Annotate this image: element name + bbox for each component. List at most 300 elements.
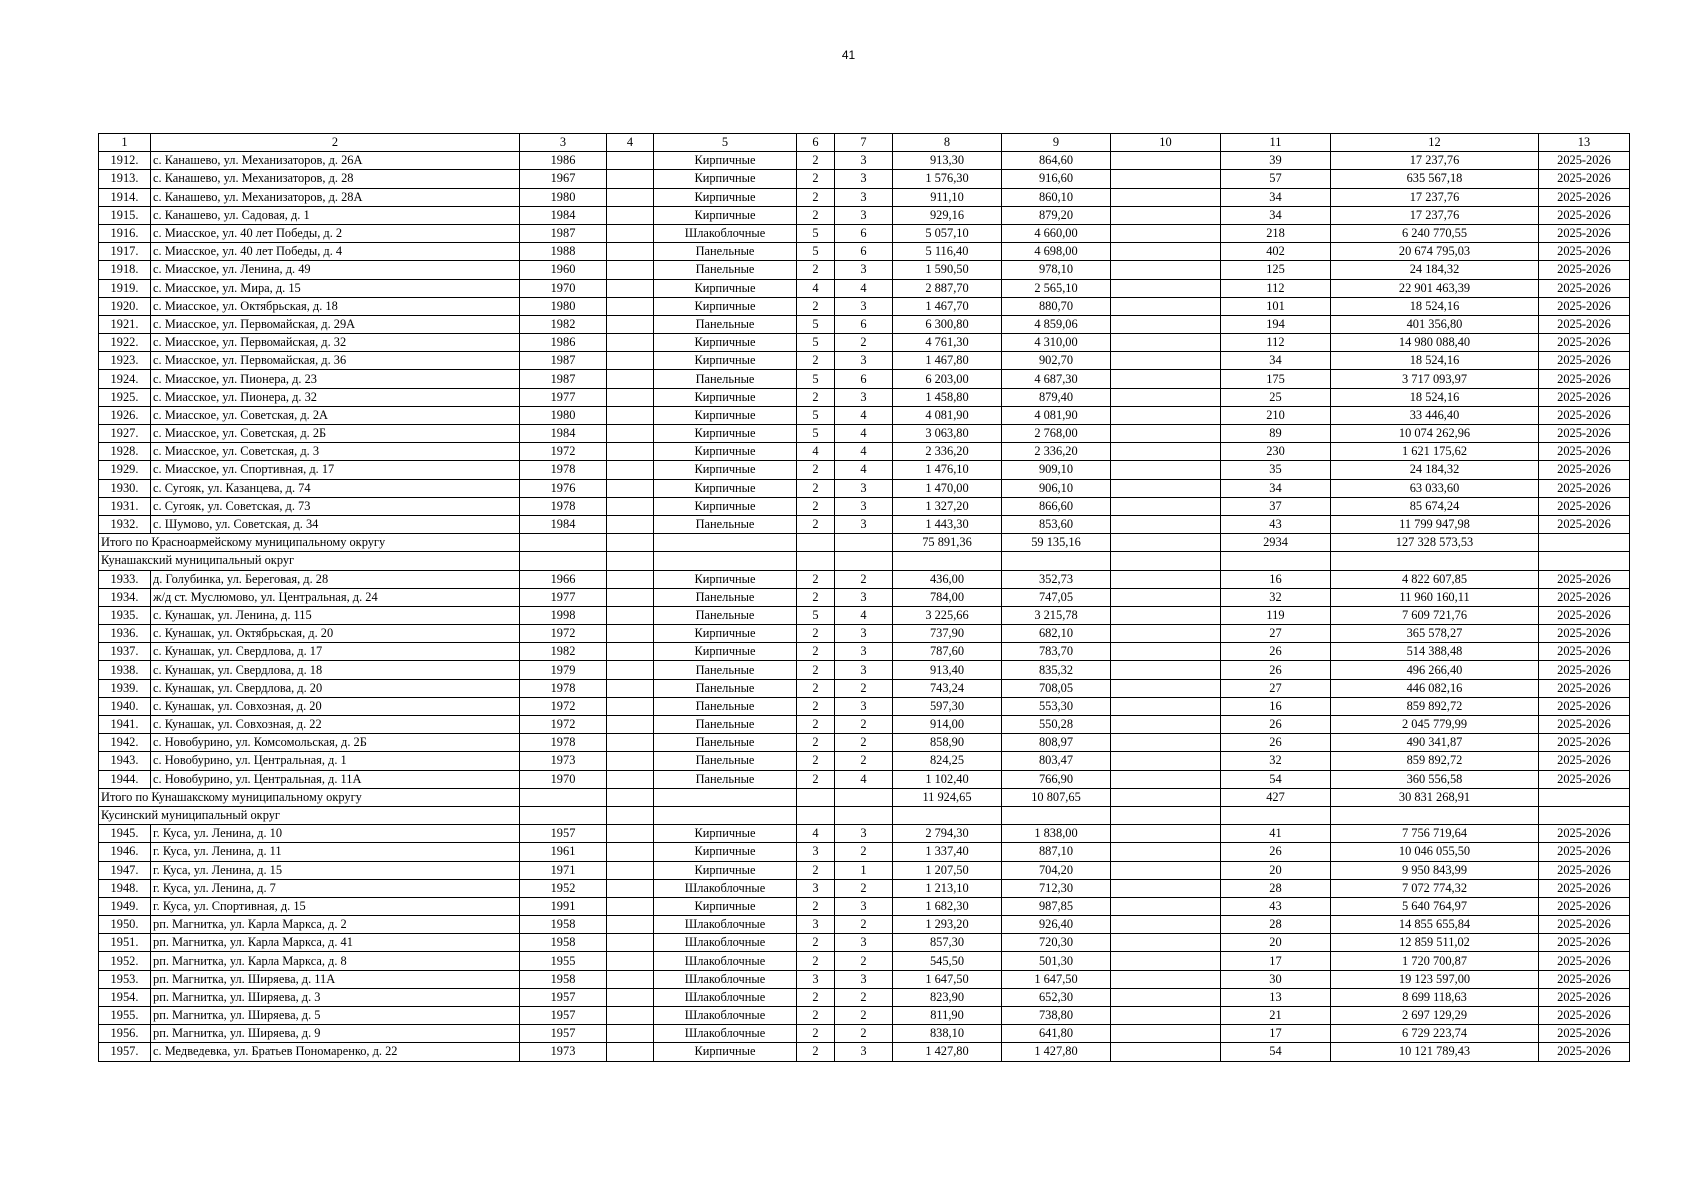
page-number: 41 [841, 48, 856, 62]
table-cell: 1955 [520, 952, 607, 970]
table-cell: 8 699 118,63 [1331, 988, 1539, 1006]
table-cell [1111, 352, 1221, 370]
table-cell: 2 [835, 988, 893, 1006]
table-cell: 2 [797, 188, 835, 206]
total-living-area: 59 135,16 [1002, 534, 1111, 552]
table-cell: 1984 [520, 206, 607, 224]
table-cell: 5 116,40 [893, 243, 1002, 261]
table-row [99, 934, 1630, 952]
table-cell: Шлакоблочные [654, 934, 797, 952]
table-cell: Панельные [654, 515, 797, 533]
table-cell: 3 063,80 [893, 425, 1002, 443]
row-number: 1930. [99, 479, 151, 497]
table-cell [607, 770, 654, 788]
address-cell: г. Куса, ул. Ленина, д. 15 [151, 861, 520, 879]
table-cell: 737,90 [893, 625, 1002, 643]
table-cell: 2 [797, 497, 835, 515]
table-cell: 12 859 511,02 [1331, 934, 1539, 952]
row-number: 1931. [99, 497, 151, 515]
table-cell [654, 552, 797, 570]
table-cell: 54 [1221, 1043, 1331, 1061]
table-cell: 2 [797, 588, 835, 606]
row-number: 1924. [99, 370, 151, 388]
table-cell: 7 609 721,76 [1331, 606, 1539, 624]
table-cell: 2025-2026 [1539, 1025, 1630, 1043]
table-cell [607, 1007, 654, 1025]
table-cell: 1978 [520, 461, 607, 479]
address-cell: рп. Магнитка, ул. Ширяева, д. 9 [151, 1025, 520, 1043]
table-cell: Кирпичные [654, 843, 797, 861]
address-cell: с. Миасское, ул. Спортивная, д. 17 [151, 461, 520, 479]
table-row [99, 643, 1630, 661]
table-cell: 2025-2026 [1539, 643, 1630, 661]
table-cell: 2025-2026 [1539, 297, 1630, 315]
table-cell: 1973 [520, 752, 607, 770]
table-cell: 1 470,00 [893, 479, 1002, 497]
column-number: 2 [151, 134, 520, 152]
address-cell: рп. Магнитка, ул. Ширяева, д. 3 [151, 988, 520, 1006]
table-cell: 402 [1221, 243, 1331, 261]
address-cell: с. Миасское, ул. Первомайская, д. 36 [151, 352, 520, 370]
table-cell: 682,10 [1002, 625, 1111, 643]
table-cell: 5 640 764,97 [1331, 897, 1539, 915]
table-cell: 1970 [520, 279, 607, 297]
table-cell [607, 879, 654, 897]
housing-register-table [98, 133, 1630, 1062]
table-cell [607, 243, 654, 261]
column-number: 7 [835, 134, 893, 152]
table-cell: 1957 [520, 988, 607, 1006]
table-row [99, 588, 1630, 606]
table-cell: 4 660,00 [1002, 224, 1111, 242]
row-number: 1948. [99, 879, 151, 897]
table-cell: 853,60 [1002, 515, 1111, 533]
table-cell: 906,10 [1002, 479, 1111, 497]
table-cell: 6 240 770,55 [1331, 224, 1539, 242]
table-cell: 2025-2026 [1539, 570, 1630, 588]
table-cell: 1 102,40 [893, 770, 1002, 788]
table-cell: 54 [1221, 770, 1331, 788]
total-row [99, 788, 1630, 806]
table-cell: 41 [1221, 825, 1331, 843]
table-cell: 22 901 463,39 [1331, 279, 1539, 297]
table-cell: 1 467,70 [893, 297, 1002, 315]
table-cell: 1978 [520, 497, 607, 515]
table-cell: 6 [835, 315, 893, 333]
table-cell [607, 843, 654, 861]
table-cell: 787,60 [893, 643, 1002, 661]
table-cell: 2 [797, 170, 835, 188]
table-cell [1111, 952, 1221, 970]
table-cell: 89 [1221, 425, 1331, 443]
address-cell: с. Миасское, ул. Мира, д. 15 [151, 279, 520, 297]
row-number: 1951. [99, 934, 151, 952]
table-cell: Шлакоблочные [654, 916, 797, 934]
table-cell: 2 [797, 297, 835, 315]
table-cell: 2 [797, 625, 835, 643]
address-cell: рп. Магнитка, ул. Ширяева, д. 5 [151, 1007, 520, 1025]
table-cell [607, 643, 654, 661]
table-row [99, 497, 1630, 515]
table-cell: Панельные [654, 679, 797, 697]
table-cell: 808,97 [1002, 734, 1111, 752]
table-cell: 2025-2026 [1539, 170, 1630, 188]
table-cell: 2025-2026 [1539, 497, 1630, 515]
table-cell [1111, 515, 1221, 533]
total-label: Итого по Кунашакскому муниципальному округу [99, 788, 520, 806]
table-row [99, 606, 1630, 624]
column-number: 6 [797, 134, 835, 152]
table-cell [1111, 224, 1221, 242]
table-cell [835, 806, 893, 824]
row-number: 1935. [99, 606, 151, 624]
table-cell [1221, 552, 1331, 570]
table-cell [520, 552, 607, 570]
table-row [99, 515, 1630, 533]
row-number: 1957. [99, 1043, 151, 1061]
table-cell: Кирпичные [654, 406, 797, 424]
table-cell: 3 [835, 479, 893, 497]
table-cell: 1971 [520, 861, 607, 879]
table-cell: 2025-2026 [1539, 988, 1630, 1006]
table-cell: 6 729 223,74 [1331, 1025, 1539, 1043]
table-cell: 1982 [520, 643, 607, 661]
table-cell: 1973 [520, 1043, 607, 1061]
table-cell: 4 310,00 [1002, 334, 1111, 352]
table-cell: 17 237,76 [1331, 152, 1539, 170]
table-cell [1111, 570, 1221, 588]
table-cell: 1972 [520, 443, 607, 461]
table-cell: 929,16 [893, 206, 1002, 224]
table-cell: 1978 [520, 679, 607, 697]
table-cell: 909,10 [1002, 461, 1111, 479]
total-row [99, 534, 1630, 552]
row-number: 1956. [99, 1025, 151, 1043]
table-cell: 652,30 [1002, 988, 1111, 1006]
table-cell: 2025-2026 [1539, 661, 1630, 679]
table-row [99, 279, 1630, 297]
table-cell: 978,10 [1002, 261, 1111, 279]
table-cell [893, 806, 1002, 824]
total-area: 75 891,36 [893, 534, 1002, 552]
section-title: Кусинский муниципальный округ [99, 806, 520, 824]
column-number: 5 [654, 134, 797, 152]
table-cell: 1 [835, 861, 893, 879]
address-cell: рп. Магнитка, ул. Карла Маркса, д. 2 [151, 916, 520, 934]
table-cell: 3 [835, 643, 893, 661]
table-cell: 3 [835, 588, 893, 606]
section-header-row [99, 552, 1630, 570]
table-cell: 916,60 [1002, 170, 1111, 188]
total-living-area: 10 807,65 [1002, 788, 1111, 806]
table-cell: 2 [797, 897, 835, 915]
row-number: 1939. [99, 679, 151, 697]
table-cell [1111, 916, 1221, 934]
table-cell: 2 [797, 734, 835, 752]
table-cell: 4 [835, 279, 893, 297]
total-label: Итого по Красноармейскому муниципальному округу [99, 534, 520, 552]
table-cell [1539, 534, 1630, 552]
table-cell: 720,30 [1002, 934, 1111, 952]
table-cell: 2 [797, 697, 835, 715]
table-cell [1111, 334, 1221, 352]
table-cell: 2025-2026 [1539, 734, 1630, 752]
table-cell: 2 [797, 988, 835, 1006]
table-cell [1111, 788, 1221, 806]
table-row [99, 388, 1630, 406]
table-cell: 2 [835, 679, 893, 697]
table-cell: 20 [1221, 861, 1331, 879]
table-cell: Панельные [654, 716, 797, 734]
table-cell: 3 [835, 170, 893, 188]
table-cell: 2025-2026 [1539, 370, 1630, 388]
table-row [99, 243, 1630, 261]
address-cell: с. Кунашак, ул. Совхозная, д. 22 [151, 716, 520, 734]
table-row [99, 479, 1630, 497]
table-cell: 987,85 [1002, 897, 1111, 915]
row-number: 1932. [99, 515, 151, 533]
table-cell [1539, 788, 1630, 806]
table-cell: 2 [797, 770, 835, 788]
table-cell [893, 552, 1002, 570]
table-cell [1111, 461, 1221, 479]
table-cell: 708,05 [1002, 679, 1111, 697]
column-number: 8 [893, 134, 1002, 152]
table-cell: 2025-2026 [1539, 479, 1630, 497]
address-cell: ж/д ст. Муслюмово, ул. Центральная, д. 24 [151, 588, 520, 606]
table-cell: Кирпичные [654, 297, 797, 315]
table-cell: 2025-2026 [1539, 825, 1630, 843]
table-cell: 4 [835, 606, 893, 624]
table-cell: 3 [835, 206, 893, 224]
table-cell [607, 497, 654, 515]
table-cell: 27 [1221, 679, 1331, 697]
table-cell: 1982 [520, 315, 607, 333]
table-cell: 4 081,90 [893, 406, 1002, 424]
table-cell [607, 461, 654, 479]
table-cell: 4 687,30 [1002, 370, 1111, 388]
table-cell: Панельные [654, 770, 797, 788]
table-cell: Шлакоблочные [654, 879, 797, 897]
row-number: 1952. [99, 952, 151, 970]
table-cell: 2 336,20 [1002, 443, 1111, 461]
table-cell: 766,90 [1002, 770, 1111, 788]
table-cell: 784,00 [893, 588, 1002, 606]
table-cell: 2025-2026 [1539, 224, 1630, 242]
table-cell: 436,00 [893, 570, 1002, 588]
table-cell: Панельные [654, 752, 797, 770]
table-row [99, 843, 1630, 861]
table-cell: 175 [1221, 370, 1331, 388]
table-cell [607, 534, 654, 552]
table-cell: 738,80 [1002, 1007, 1111, 1025]
table-cell [607, 861, 654, 879]
table-cell: 43 [1221, 515, 1331, 533]
table-cell: 21 [1221, 1007, 1331, 1025]
table-cell: 635 567,18 [1331, 170, 1539, 188]
table-cell [607, 679, 654, 697]
table-cell: 1 590,50 [893, 261, 1002, 279]
table-row [99, 716, 1630, 734]
table-cell: 3 [835, 1043, 893, 1061]
table-cell [797, 788, 835, 806]
table-cell: 1 647,50 [1002, 970, 1111, 988]
address-cell: с. Миасское, ул. 40 лет Победы, д. 4 [151, 243, 520, 261]
table-cell: 835,32 [1002, 661, 1111, 679]
table-cell: 2025-2026 [1539, 843, 1630, 861]
table-cell: 11 960 160,11 [1331, 588, 1539, 606]
address-cell: рп. Магнитка, ул. Карла Маркса, д. 41 [151, 934, 520, 952]
address-cell: с. Миасское, ул. Ленина, д. 49 [151, 261, 520, 279]
table-cell: 3 [835, 152, 893, 170]
column-number: 10 [1111, 134, 1221, 152]
table-cell [1111, 716, 1221, 734]
table-cell [607, 479, 654, 497]
table-cell: 2025-2026 [1539, 461, 1630, 479]
address-cell: с. Медведевка, ул. Братьев Пономаренко, д. 22 [151, 1043, 520, 1061]
table-cell: Панельные [654, 261, 797, 279]
table-cell: Кирпичные [654, 497, 797, 515]
row-number: 1950. [99, 916, 151, 934]
table-cell: 743,24 [893, 679, 1002, 697]
table-cell: 2 [797, 461, 835, 479]
table-cell: 18 524,16 [1331, 352, 1539, 370]
table-row [99, 443, 1630, 461]
table-cell: 85 674,24 [1331, 497, 1539, 515]
table-cell: 1972 [520, 625, 607, 643]
table-cell: 18 524,16 [1331, 297, 1539, 315]
table-cell: 26 [1221, 734, 1331, 752]
table-cell: 57 [1221, 170, 1331, 188]
address-cell: с. Новобурино, ул. Центральная, д. 11А [151, 770, 520, 788]
table-cell: 446 082,16 [1331, 679, 1539, 697]
table-cell: Кирпичные [654, 388, 797, 406]
table-cell: 2 794,30 [893, 825, 1002, 843]
table-cell: 9 950 843,99 [1331, 861, 1539, 879]
table-cell: 879,40 [1002, 388, 1111, 406]
table-cell: 1977 [520, 388, 607, 406]
table-cell: 2 336,20 [893, 443, 1002, 461]
table-cell: 2025-2026 [1539, 716, 1630, 734]
table-cell [607, 170, 654, 188]
table-cell: Кирпичные [654, 279, 797, 297]
table-cell: 352,73 [1002, 570, 1111, 588]
table-cell: Кирпичные [654, 461, 797, 479]
table-cell: 3 [797, 879, 835, 897]
table-cell [607, 625, 654, 643]
table-cell: 2025-2026 [1539, 279, 1630, 297]
table-cell: 1998 [520, 606, 607, 624]
address-cell: с. Миасское, ул. Советская, д. 3 [151, 443, 520, 461]
table-cell: 1984 [520, 515, 607, 533]
table-cell: 1967 [520, 170, 607, 188]
row-number: 1942. [99, 734, 151, 752]
row-number: 1946. [99, 843, 151, 861]
table-cell: 1988 [520, 243, 607, 261]
table-cell: 514 388,48 [1331, 643, 1539, 661]
table-cell: Кирпичные [654, 825, 797, 843]
table-cell: 365 578,27 [1331, 625, 1539, 643]
table-cell: Кирпичные [654, 334, 797, 352]
table-cell [1111, 934, 1221, 952]
table-cell [607, 1043, 654, 1061]
table-cell [1111, 297, 1221, 315]
table-cell [607, 261, 654, 279]
table-cell: 1961 [520, 843, 607, 861]
table-cell: 30 [1221, 970, 1331, 988]
table-cell: 2 [797, 570, 835, 588]
table-row [99, 1007, 1630, 1025]
table-cell [607, 425, 654, 443]
table-cell: 490 341,87 [1331, 734, 1539, 752]
table-cell: 1980 [520, 297, 607, 315]
row-number: 1949. [99, 897, 151, 915]
table-cell: Кирпичные [654, 643, 797, 661]
table-cell: 2 [797, 752, 835, 770]
table-cell [607, 934, 654, 952]
table-cell: 5 [797, 243, 835, 261]
address-cell: с. Канашево, ул. Механизаторов, д. 28А [151, 188, 520, 206]
table-cell: 1970 [520, 770, 607, 788]
table-cell: 1 458,80 [893, 388, 1002, 406]
row-number: 1920. [99, 297, 151, 315]
table-cell: 1 293,20 [893, 916, 1002, 934]
table-cell: 3 225,66 [893, 606, 1002, 624]
table-cell: 6 300,80 [893, 315, 1002, 333]
table-cell: 2 887,70 [893, 279, 1002, 297]
table-row [99, 224, 1630, 242]
address-cell: с. Миасское, ул. Первомайская, д. 32 [151, 334, 520, 352]
table-cell [1111, 497, 1221, 515]
table-cell: 823,90 [893, 988, 1002, 1006]
table-cell [607, 734, 654, 752]
table-row [99, 315, 1630, 333]
table-cell [607, 825, 654, 843]
table-cell: 902,70 [1002, 352, 1111, 370]
table-cell: Кирпичные [654, 170, 797, 188]
table-cell: 32 [1221, 588, 1331, 606]
table-cell [1539, 552, 1630, 570]
table-cell [607, 588, 654, 606]
table-cell: 2 [797, 1007, 835, 1025]
row-number: 1923. [99, 352, 151, 370]
table-cell: 5 [797, 406, 835, 424]
address-cell: с. Новобурино, ул. Комсомольская, д. 2Б [151, 734, 520, 752]
table-cell: Панельные [654, 661, 797, 679]
table-cell: 2025-2026 [1539, 188, 1630, 206]
table-cell [1111, 697, 1221, 715]
table-cell: 2 [797, 206, 835, 224]
table-cell: 2 [835, 752, 893, 770]
table-cell: 230 [1221, 443, 1331, 461]
table-row [99, 261, 1630, 279]
table-cell: 6 203,00 [893, 370, 1002, 388]
address-cell: г. Куса, ул. Ленина, д. 7 [151, 879, 520, 897]
table-cell: 3 [835, 897, 893, 915]
address-cell: с. Канашево, ул. Механизаторов, д. 26А [151, 152, 520, 170]
table-cell: 864,60 [1002, 152, 1111, 170]
table-cell: 550,28 [1002, 716, 1111, 734]
table-cell: 3 [835, 188, 893, 206]
table-cell: 43 [1221, 897, 1331, 915]
table-cell [607, 661, 654, 679]
table-cell: 18 524,16 [1331, 388, 1539, 406]
table-row [99, 661, 1630, 679]
table-cell [1111, 261, 1221, 279]
table-cell [835, 534, 893, 552]
row-number: 1913. [99, 170, 151, 188]
table-cell [607, 152, 654, 170]
